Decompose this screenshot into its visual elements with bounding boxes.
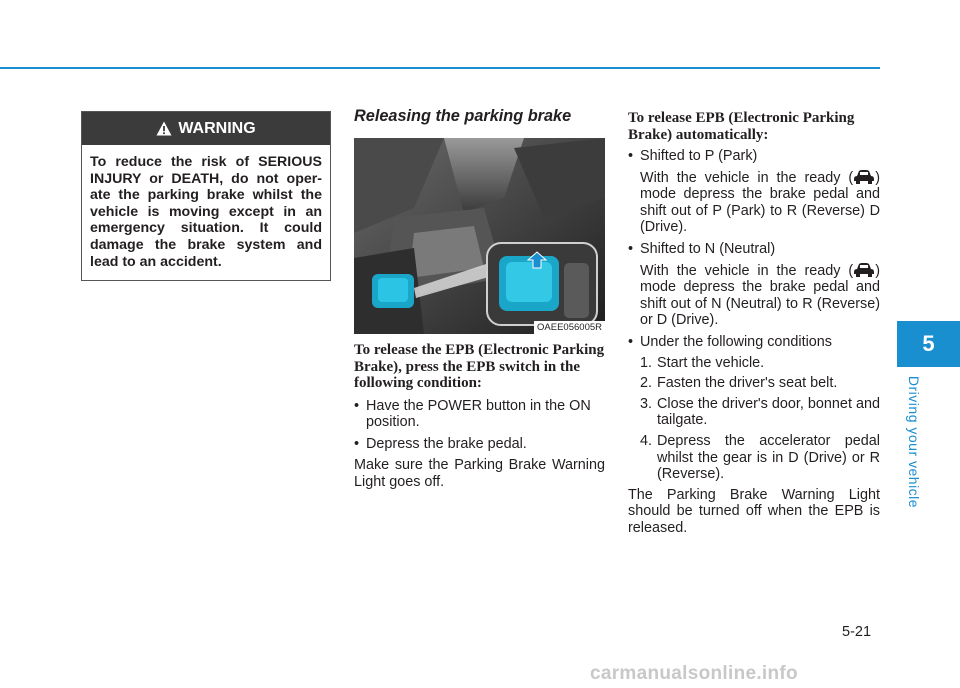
list-item: 2. Fasten the driver's seat belt. xyxy=(640,375,838,392)
auto-release-list xyxy=(628,148,880,165)
auto-release-list-2 xyxy=(628,241,880,258)
manual-release-heading: To release the EPB (Electronic Parking Brake), press the EPB switch in the following condition: xyxy=(354,342,605,391)
list-item: 1. Start the vehicle. xyxy=(640,354,765,371)
list-item: • Under the following conditions xyxy=(628,333,832,350)
condition-park-detail: With the vehicle in the ready ( ) mode depress the brake pedal and shift out of P (Park) to R (Reverse) D (Drive). xyxy=(640,169,880,236)
chapter-title-text: Driving your vehicle xyxy=(906,375,922,509)
warning-header xyxy=(82,112,330,145)
auto-release-list-3 xyxy=(628,334,880,351)
condition-neutral: Shifted to N (Neutral) xyxy=(640,240,776,257)
watermark: carmanualsonline.info xyxy=(590,663,798,684)
manual-release-block xyxy=(354,342,605,490)
list-item: • Depress the brake pedal. xyxy=(354,435,527,452)
photo-code: OAEE056005R xyxy=(534,321,605,334)
section-title: Releasing the parking brake xyxy=(354,107,572,125)
list-item: • Shifted to P (Park) xyxy=(628,148,758,164)
header-rule xyxy=(0,67,880,69)
steps-list xyxy=(628,355,880,483)
warning-box xyxy=(81,111,331,281)
manual-release-list xyxy=(354,398,605,453)
auto-release-heading: To release EPB (Electronic Parking Brake) automatically: xyxy=(628,110,855,143)
page-number: 5-21 xyxy=(842,624,872,640)
warning-triangle-icon xyxy=(156,121,172,136)
auto-release-block xyxy=(628,110,880,536)
list-item: 4. Depress the accelerator pedal whilst the gear is in D (Drive) or R (Reverse). xyxy=(640,432,880,483)
console-illustration xyxy=(354,138,605,334)
list-item: 3. Close the driver's door, bonnet and tailgate. xyxy=(640,395,880,429)
condition-other: Under the following conditions xyxy=(640,333,832,350)
car-ready-icon xyxy=(853,169,875,185)
manual-release-note: Make sure the Parking Brake Warning Light goes off. xyxy=(354,457,605,490)
section-title-block xyxy=(354,107,605,126)
condition-neutral-detail: With the vehicle in the ready ( ) mode depress the brake pedal and shift out of N (Neutral) to R (Reverse) or D (Drive). xyxy=(640,262,880,329)
list-item: • Shifted to N (Neutral) xyxy=(628,240,776,257)
epb-switch-photo xyxy=(354,138,605,334)
list-item: • Have the POWER button in the ON position. xyxy=(354,397,591,431)
warning-text: To reduce the risk of SERIOUS INJURY or DEATH, do not oper-ate the parking brake whilst the vehicle is moving except in an emergency situation. It could damage the brake system and lead to an accident. xyxy=(90,154,322,270)
auto-release-note: The Parking Brake Warning Light should be turned off when the EPB is released. xyxy=(628,486,880,536)
car-ready-icon xyxy=(853,262,875,278)
chapter-number-tab: 5 xyxy=(897,321,960,367)
chapter-title xyxy=(900,372,928,512)
condition-park: Shifted to P (Park) xyxy=(640,148,758,164)
warning-heading: WARNING xyxy=(178,119,256,137)
